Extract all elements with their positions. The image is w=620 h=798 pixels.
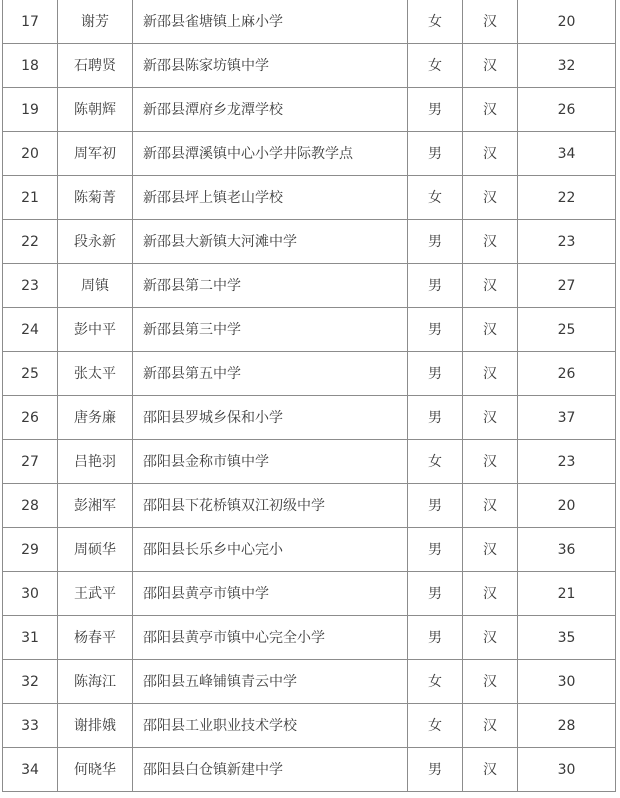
- school-cell: 邵阳县金称市镇中学: [133, 440, 408, 484]
- gender-cell: 女: [408, 440, 463, 484]
- ethnicity-cell: 汉: [463, 264, 518, 308]
- school-cell: 新邵县第二中学: [133, 264, 408, 308]
- age-cell: 21: [518, 572, 616, 616]
- table-row: [3, 0, 616, 44]
- name-cell: 谢芳: [58, 0, 133, 44]
- ethnicity-cell: 汉: [463, 88, 518, 132]
- name-cell: 陈菊菁: [58, 176, 133, 220]
- school-cell: 新邵县陈家坊镇中学: [133, 44, 408, 88]
- ethnicity-cell: 汉: [463, 484, 518, 528]
- name-cell: 周硕华: [58, 528, 133, 572]
- school-cell: 新邵县第五中学: [133, 352, 408, 396]
- name-cell: 陈朝辉: [58, 88, 133, 132]
- row-number-cell: 33: [3, 704, 58, 748]
- ethnicity-cell: 汉: [463, 748, 518, 792]
- age-cell: 23: [518, 440, 616, 484]
- gender-cell: 女: [408, 660, 463, 704]
- ethnicity-cell: 汉: [463, 528, 518, 572]
- row-number-cell: 30: [3, 572, 58, 616]
- age-cell: 26: [518, 352, 616, 396]
- table-row: [3, 616, 616, 660]
- age-cell: 37: [518, 396, 616, 440]
- gender-cell: 男: [408, 616, 463, 660]
- name-cell: 周军初: [58, 132, 133, 176]
- school-cell: 新邵县坪上镇老山学校: [133, 176, 408, 220]
- school-cell: 新邵县第三中学: [133, 308, 408, 352]
- row-number-cell: 19: [3, 88, 58, 132]
- gender-cell: 男: [408, 396, 463, 440]
- name-cell: 彭湘军: [58, 484, 133, 528]
- row-number-cell: 24: [3, 308, 58, 352]
- ethnicity-cell: 汉: [463, 660, 518, 704]
- name-cell: 陈海江: [58, 660, 133, 704]
- name-cell: 周镇: [58, 264, 133, 308]
- age-cell: 27: [518, 264, 616, 308]
- gender-cell: 女: [408, 44, 463, 88]
- gender-cell: 男: [408, 748, 463, 792]
- age-cell: 34: [518, 132, 616, 176]
- row-number-cell: 34: [3, 748, 58, 792]
- gender-cell: 男: [408, 308, 463, 352]
- gender-cell: 男: [408, 352, 463, 396]
- row-number-cell: 26: [3, 396, 58, 440]
- table-row: [3, 176, 616, 220]
- name-cell: 何晓华: [58, 748, 133, 792]
- name-cell: 唐务廉: [58, 396, 133, 440]
- school-cell: 邵阳县工业职业技术学校: [133, 704, 408, 748]
- school-cell: 邵阳县黄亭市镇中学: [133, 572, 408, 616]
- table-row: [3, 484, 616, 528]
- name-cell: 吕艳羽: [58, 440, 133, 484]
- table-row: [3, 704, 616, 748]
- table-row: [3, 44, 616, 88]
- age-cell: 23: [518, 220, 616, 264]
- name-cell: 石聘贤: [58, 44, 133, 88]
- ethnicity-cell: 汉: [463, 572, 518, 616]
- ethnicity-cell: 汉: [463, 220, 518, 264]
- school-cell: 新邵县大新镇大河滩中学: [133, 220, 408, 264]
- age-cell: 26: [518, 88, 616, 132]
- age-cell: 20: [518, 0, 616, 44]
- table-row: [3, 660, 616, 704]
- name-cell: 杨春平: [58, 616, 133, 660]
- table-row: [3, 440, 616, 484]
- ethnicity-cell: 汉: [463, 396, 518, 440]
- row-number-cell: 17: [3, 0, 58, 44]
- name-cell: 谢排娥: [58, 704, 133, 748]
- table-row: [3, 308, 616, 352]
- ethnicity-cell: 汉: [463, 0, 518, 44]
- school-cell: 邵阳县下花桥镇双江初级中学: [133, 484, 408, 528]
- school-cell: 新邵县雀塘镇上麻小学: [133, 0, 408, 44]
- gender-cell: 男: [408, 528, 463, 572]
- gender-cell: 女: [408, 0, 463, 44]
- age-cell: 30: [518, 748, 616, 792]
- school-cell: 新邵县潭府乡龙潭学校: [133, 88, 408, 132]
- school-cell: 邵阳县长乐乡中心完小: [133, 528, 408, 572]
- table-row: [3, 132, 616, 176]
- row-number-cell: 20: [3, 132, 58, 176]
- age-cell: 32: [518, 44, 616, 88]
- table-row: [3, 528, 616, 572]
- name-cell: 张太平: [58, 352, 133, 396]
- age-cell: 28: [518, 704, 616, 748]
- table-row: [3, 352, 616, 396]
- ethnicity-cell: 汉: [463, 616, 518, 660]
- row-number-cell: 32: [3, 660, 58, 704]
- gender-cell: 女: [408, 704, 463, 748]
- ethnicity-cell: 汉: [463, 132, 518, 176]
- table-row: [3, 220, 616, 264]
- gender-cell: 男: [408, 220, 463, 264]
- row-number-cell: 22: [3, 220, 58, 264]
- roster-table-body: [3, 0, 616, 792]
- ethnicity-cell: 汉: [463, 440, 518, 484]
- name-cell: 彭中平: [58, 308, 133, 352]
- school-cell: 新邵县潭溪镇中心小学井际教学点: [133, 132, 408, 176]
- row-number-cell: 23: [3, 264, 58, 308]
- row-number-cell: 18: [3, 44, 58, 88]
- roster-table: [2, 0, 616, 792]
- row-number-cell: 28: [3, 484, 58, 528]
- row-number-cell: 25: [3, 352, 58, 396]
- ethnicity-cell: 汉: [463, 44, 518, 88]
- school-cell: 邵阳县罗城乡保和小学: [133, 396, 408, 440]
- row-number-cell: 27: [3, 440, 58, 484]
- name-cell: 王武平: [58, 572, 133, 616]
- table-row: [3, 396, 616, 440]
- gender-cell: 女: [408, 176, 463, 220]
- gender-cell: 男: [408, 572, 463, 616]
- ethnicity-cell: 汉: [463, 704, 518, 748]
- gender-cell: 男: [408, 132, 463, 176]
- age-cell: 30: [518, 660, 616, 704]
- school-cell: 邵阳县白仓镇新建中学: [133, 748, 408, 792]
- school-cell: 邵阳县五峰铺镇青云中学: [133, 660, 408, 704]
- table-row: [3, 748, 616, 792]
- age-cell: 36: [518, 528, 616, 572]
- gender-cell: 男: [408, 484, 463, 528]
- table-row: [3, 264, 616, 308]
- age-cell: 25: [518, 308, 616, 352]
- school-cell: 邵阳县黄亭市镇中心完全小学: [133, 616, 408, 660]
- age-cell: 20: [518, 484, 616, 528]
- ethnicity-cell: 汉: [463, 176, 518, 220]
- gender-cell: 男: [408, 88, 463, 132]
- row-number-cell: 21: [3, 176, 58, 220]
- age-cell: 35: [518, 616, 616, 660]
- table-row: [3, 572, 616, 616]
- row-number-cell: 29: [3, 528, 58, 572]
- name-cell: 段永新: [58, 220, 133, 264]
- row-number-cell: 31: [3, 616, 58, 660]
- gender-cell: 男: [408, 264, 463, 308]
- age-cell: 22: [518, 176, 616, 220]
- ethnicity-cell: 汉: [463, 308, 518, 352]
- ethnicity-cell: 汉: [463, 352, 518, 396]
- table-row: [3, 88, 616, 132]
